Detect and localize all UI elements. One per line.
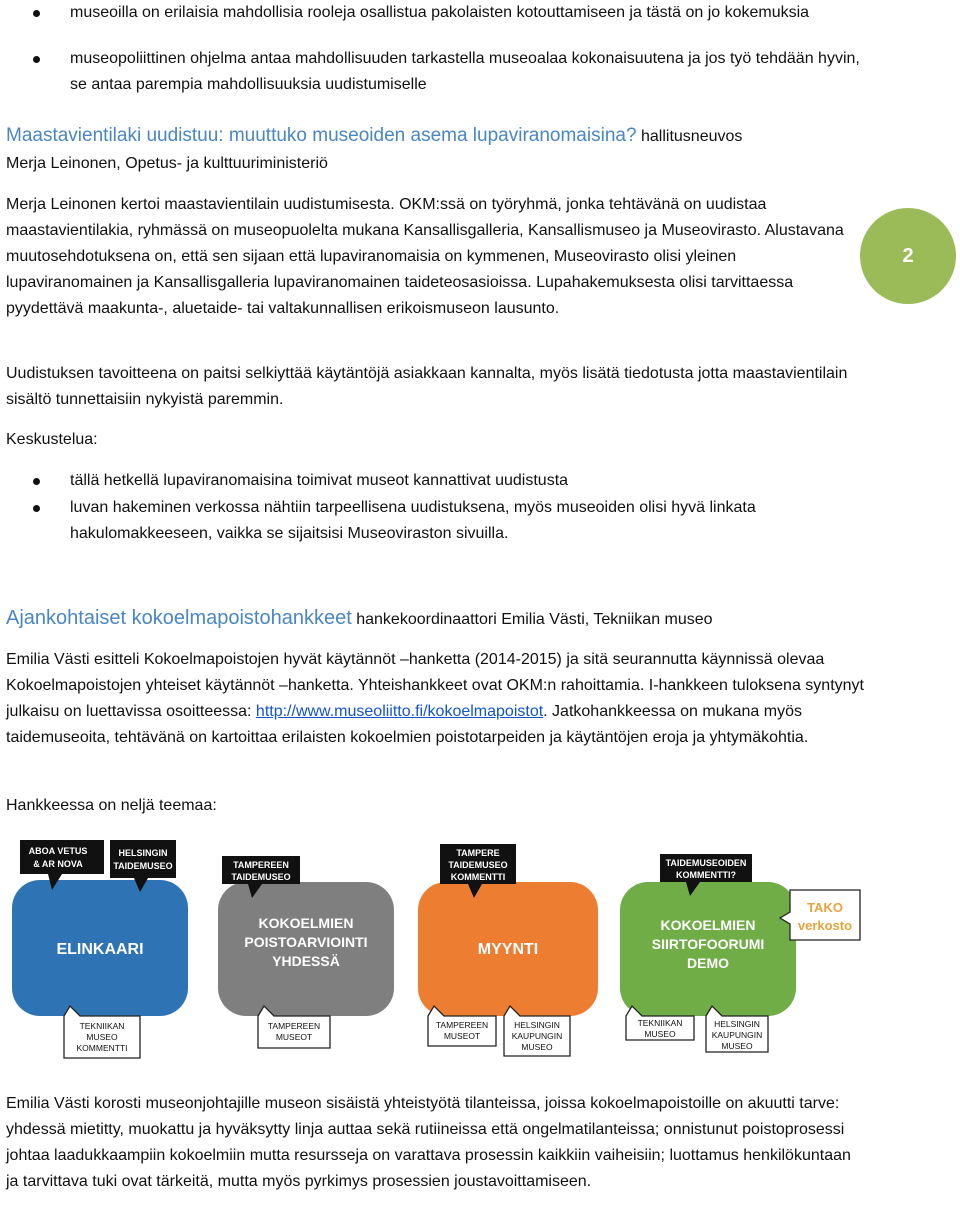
- callout-text: TAMPEREEN: [435, 1020, 489, 1030]
- section-title: Ajankohtaiset kokoelmapoistohankkeet: [6, 607, 352, 629]
- callout-text: KOMMENTTI?: [676, 870, 736, 880]
- callout-text: TAIDEMUSEO: [113, 861, 173, 871]
- callout-text: MUSEO: [721, 1041, 753, 1051]
- callout-text: TAMPEREEN: [267, 1021, 321, 1031]
- theme-title: POISTOARVIOINTI: [244, 934, 368, 950]
- discussion-label: Keskustelua:: [6, 431, 98, 448]
- theme-arviointi: [218, 856, 394, 1048]
- callout-text: KAUPUNGIN: [511, 1031, 563, 1041]
- list-item: [6, 468, 866, 494]
- theme-title: KOKOELMIEN: [258, 915, 354, 931]
- callout-text: MUSEOT: [443, 1031, 481, 1041]
- paragraph: Emilia Västi korosti museonjohtajille museon sisäistä yhteistyötä tilanteissa, joissa kokoelmapoistoille on akuutti tarve: yhdessä mietitty, muokattu ja hyväksytty linja auttaa sekä rutiineissa että ongelmatilanteissa; onnistunut poistoprosessi johtaa laadukkaampiin kokoelmiin mutta resursseja on varattava prosessin kaikkiin vaiheisiin; luottamus henkilökuntaan ja tarvittava tuki ovat tärkeitä, mutta myös pyrkimys prosessien joustavoittamiseen.: [6, 1095, 851, 1190]
- callout-text: TAMPERE: [456, 848, 500, 858]
- callout-text: TAIDEMUSEO: [231, 872, 291, 882]
- list-item: [6, 495, 866, 547]
- callout-text: HELSINGIN: [514, 1020, 560, 1030]
- paragraph: Merja Leinonen kertoi maastavientilain uudistumisesta. OKM:ssä on työryhmä, jonka tehtävänä on uudistaa maastavientilakia, ryhmässä on museopuolelta mukana Kansallisgalleria, Kansallismuseo ja Museovirasto. Alustavana muutosehdotuksena on, että sen sijaan että lupaviranomaisia on kymmenen, Museovirasto olisi yleinen lupaviranomainen ja Kansallisgalleria lupaviranomainen taideteosasioissa. Lupahakemuksesta olisi tarvittaessa pyydettävä maakunta-, aluetaide- tai valtakunnallisen erikoismuseon lausunto.: [6, 196, 844, 317]
- theme-elinkaari: [12, 840, 188, 1058]
- paragraph: [6, 647, 866, 751]
- section-heading: [6, 604, 866, 634]
- callout-text: ABOA VETUS: [28, 846, 88, 856]
- bullet-text: tällä hetkellä lupaviranomaisina toimivat museot kannattivat uudistusta: [70, 472, 569, 489]
- list-item: [6, 0, 866, 26]
- bullet-icon: [33, 56, 40, 63]
- theme-title: SIIRTOFOORUMI: [651, 936, 765, 952]
- speaker-line: Merja Leinonen, Opetus- ja kulttuuriministeriö: [6, 155, 328, 172]
- callout-text: HELSINGIN: [714, 1019, 760, 1029]
- theme-title: MYYNTI: [477, 941, 539, 958]
- theme-title: YHDESSÄ: [272, 953, 340, 969]
- page-number-badge: 2: [860, 208, 956, 304]
- tako-label: TAKO: [807, 900, 843, 915]
- theme-myynti: [418, 844, 598, 1056]
- callout-text: KOMMENTTI: [76, 1043, 128, 1053]
- callout-text: MUSEO: [644, 1029, 676, 1039]
- theme-title: ELINKAARI: [56, 941, 144, 958]
- speaker-line: hankekoordinaattori Emilia Västi, Tekniikan museo: [356, 611, 713, 628]
- section-title: Maastavientilaki uudistuu: muuttuko museoiden asema lupaviranomaisina?: [6, 125, 637, 146]
- speaker-prefix: hallitusneuvos: [640, 128, 743, 145]
- bullet-icon: [33, 10, 40, 17]
- callout-text: KOMMENTTI: [450, 872, 506, 882]
- callout-text: & AR NOVA: [33, 859, 83, 869]
- list-item: [6, 46, 866, 98]
- paragraph: Uudistuksen tavoitteena on paitsi selkiyttää käytäntöjä asiakkaan kannalta, myös lisätä tiedotusta jotta maastavientilain sisältö tunnettaisiin nykyistä paremmin.: [6, 365, 848, 408]
- bullet-text: museoilla on erilaisia mahdollisia rooleja osallistua pakolaisten kotouttamiseen ja tästä on jo kokemuksia: [70, 4, 810, 21]
- theme-title: DEMO: [687, 955, 729, 971]
- bullet-text: luvan hakeminen verkossa nähtiin tarpeellisena uudistuksena, myös museoiden olisi hyvä linkata hakulomakkeeseen, vaikka se sijaitsisi Museoviraston sivuilla.: [70, 499, 756, 542]
- callout-text: HELSINGIN: [118, 848, 168, 858]
- callout-text: TAIDEMUSEO: [448, 860, 508, 870]
- tako-label: verkosto: [797, 918, 853, 933]
- bullet-text: museopoliittinen ohjelma antaa mahdollisuuden tarkastella museoalaa kokonaisuutena ja jos työ tehdään hyvin, se antaa parempia mahdollisuuksia uudistumiselle: [70, 50, 860, 93]
- museoliitto-link[interactable]: http://www.museoliitto.fi/kokoelmapoistot: [255, 703, 544, 720]
- theme-title: KOKOELMIEN: [660, 917, 756, 933]
- paragraph-text: Emilia Västi esitteli Kokoelmapoistojen hyvät käytännöt –hanketta (2014-2015) ja sitä seurannutta käynnissä olevaa Kokoelmapoistojen yhteiset käytännöt –hanketta. Yhteishankkeet ovat OKM:n rahoittamia. I-hankkeen tuloksena syntynyt julkaisu on luettavissa osoitteessa:: [6, 651, 864, 720]
- callout-text: TAMPEREEN: [233, 860, 289, 870]
- paragraph-text: . Jatkohankkeessa on mukana myös taidemuseoita, tehtävänä on kartoittaa erilaisten kokoelmien poistotarpeiden ja käytäntöjen eroja ja yhtymäkohtia.: [6, 703, 809, 746]
- callout-text: MUSEO: [521, 1042, 553, 1052]
- callout-text: MUSEO: [86, 1032, 118, 1042]
- section-heading: [6, 122, 866, 177]
- callout-text: TAIDEMUSEOIDEN: [665, 858, 747, 868]
- themes-diagram: [0, 840, 960, 1070]
- bullet-icon: [33, 478, 40, 485]
- themes-label: Hankkeessa on neljä teemaa:: [6, 797, 217, 814]
- callout-text: TEKNIIKAN: [79, 1021, 125, 1031]
- callout-text: KAUPUNGIN: [711, 1030, 763, 1040]
- theme-siirtofoorumi: [620, 854, 860, 1052]
- callout-text: TEKNIIKAN: [637, 1018, 683, 1028]
- bullet-icon: [33, 505, 40, 512]
- callout-text: MUSEOT: [275, 1032, 313, 1042]
